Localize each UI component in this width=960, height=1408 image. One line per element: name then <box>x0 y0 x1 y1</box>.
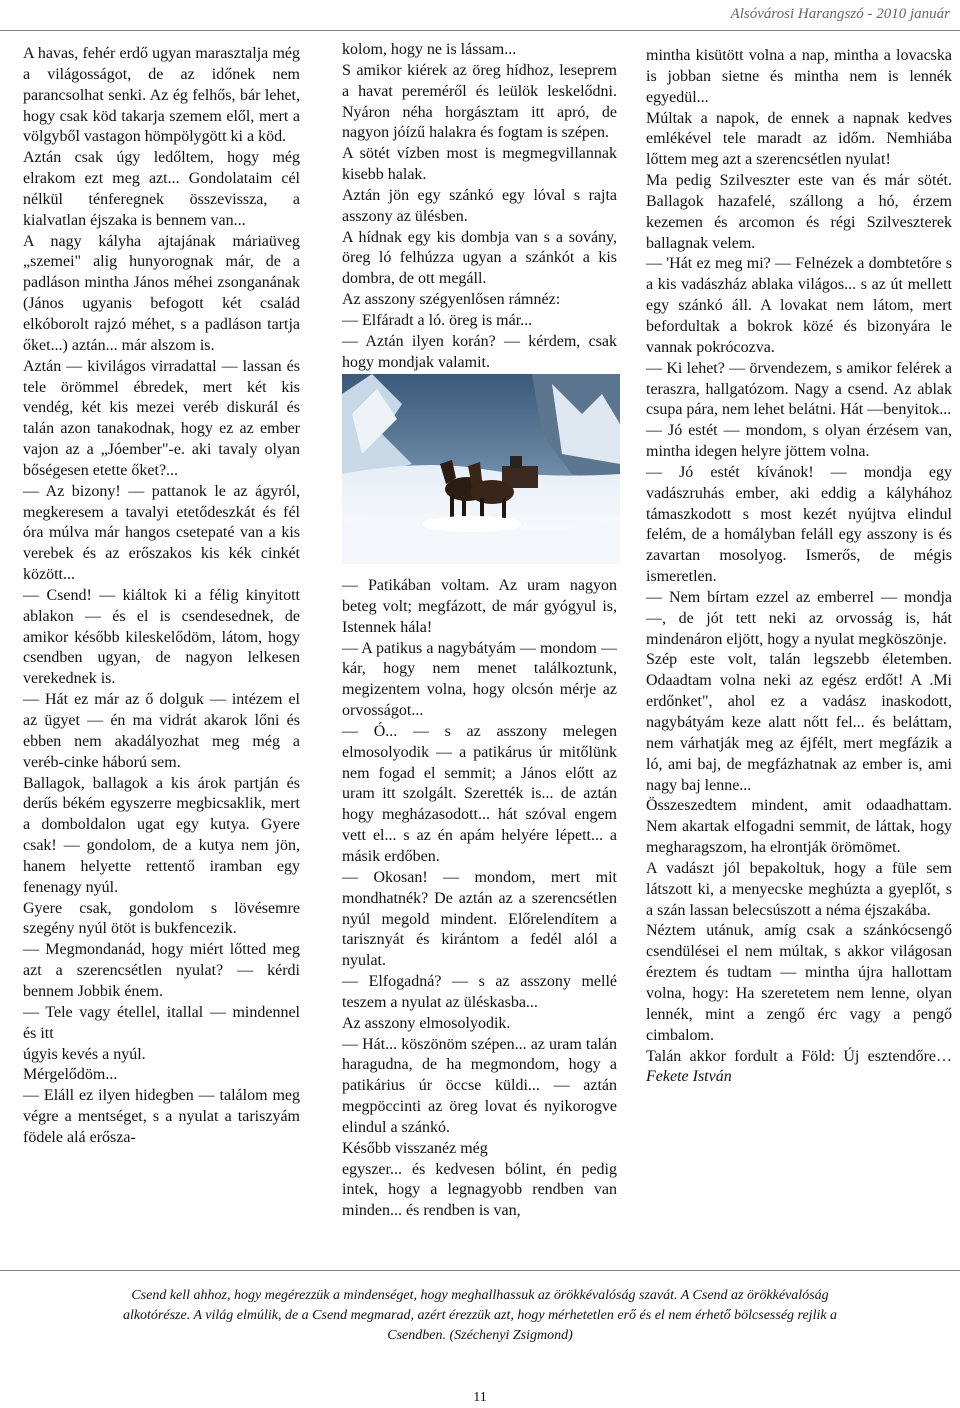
col1-paragraph: Aztán csak úgy ledőltem, hogy még elrakom ezt meg azt... Gondolataim cél nélkül ténferegnek összevissza, a kialvatlan éjszaka is bennem van... <box>23 149 300 229</box>
col1-paragraph: Ballagok, ballagok a kis árok partján és derűs békém egyszerre megbicsaklik, mert a domboldalon ugat egy kutya. Gyere csak! — gondolom, de a kutya nem jön, hanem helyette rettentő iramban egy fenenagy nyúl. <box>23 774 300 896</box>
col1-paragraph: Gyere csak, gondolom s lövésemre szegény nyúl ötöt is bukfencezik. <box>23 899 300 938</box>
col3-paragraph: Szép este volt, talán legszebb életemben. Odaadtam volna neki az egész erdőt! A .Mi erdőnket", ahol ez a vadász inaskodott, nagybátyám keze alatt nőtt fel... és beláttam, nem várhatják meg az éjfélt, mert megfázik a ló, ami baj, de megfázhatnak az ember is, ami nagy baj lenne... <box>646 651 952 794</box>
col2-top-paragraph: — Aztán ilyen korán? — kérdem, csak hogy mondjak valamit. <box>342 332 617 371</box>
col2-bottom-paragraph: — Okosan! — mondom, mert mit mondhatnék? De aztán az a szerencsétlen nyúl megold mindent. Előrelendítem a tarisznyát és kirántom a fedél alól a nyulat. <box>342 868 617 970</box>
col2-bottom-paragraph: Később visszanéz még <box>342 1139 488 1157</box>
running-header: Alsóvárosi Harangszó - 2010 január <box>730 6 950 22</box>
col3-paragraph: — Jó estét — mondom, s olyan érzésem van, mintha idegen helyre jöttem volna. <box>646 422 952 461</box>
col3-paragraph: — 'Hát ez meg mi? — Felnézek a dombtetőre s a kis vadászház ablaka világos... s az út mellett egy szánkó áll. A lovakat nem látom, mert befordultak a bokrok közé és bizonyára le vannak pokrócozva. <box>646 255 952 356</box>
article-column-1 <box>23 44 300 1149</box>
closing-text: Talán akkor fordult a Föld: Új esztendőre… <box>646 1047 952 1065</box>
col1-paragraph: — Csend! — kiáltok ki a félig kinyitott ablakon — és el is csendesednek, de amikor később kileskelődöm, látom, hogy csendben ugyan, de nagyon lelkesen verekednek is. <box>23 586 300 688</box>
col3-paragraph: mintha kisütött volna a nap, mintha a lovacska is jobban sietne és mintha nem is lennék egyedül... <box>646 47 952 106</box>
col3-paragraph: Múltak a napok, de ennek a napnak kedves emlékével tele maradt az időm. Nemhiába lőttem meg azt a szerencsétlen nyulat! <box>646 109 952 169</box>
col2-top-paragraph: Aztán jön egy szánkó egy lóval s rajta asszony az ülésben. <box>342 186 617 225</box>
col2-top-paragraph: A hídnak egy kis dombja van s a sovány, öreg ló felhúzza ugyan a szánkót a kis dombra, de ott megáll. <box>342 228 617 288</box>
col2-bottom-paragraph: — Hát... köszönöm szépen... az uram talán haragudna, de ha megmondom, hogy a patikárius úr öccse küldi... — aztán megpöccinti az öreg lovat és nyikorogve elindul a szánkó. <box>342 1035 617 1136</box>
col1-paragraph: A nagy kályha ajtajának máriaüveg „szemei" alig hunyorognak már, de a padláson mintha János méhei zsonganának (János ugyanis befogott két család elkóborolt rajzó méhet, s a padláson tartja őket...) aztán... már alszom is. <box>23 232 300 354</box>
col2-bottom-paragraph: Az asszony elmosolyodik. <box>342 1014 511 1032</box>
col1-paragraph: A havas, fehér erdő ugyan marasztalja még a világosságot, de az időnek nem parancsolhat senki. Az ég felhős, bár lehet, hogy csak köd takarja szemem elől, mert a völgyből vastagon hömpölygött ki a köd. <box>23 45 300 146</box>
column-2-top-text <box>342 40 617 374</box>
footer-divider <box>0 1270 960 1271</box>
col1-paragraph: Aztán — kivilágos virradattal — lassan és tele örömmel ébredek, mert két kis vendég, két kis mezei veréb diskurál és talán azon tanakodnak, hogy ez az ember vajon az a „Jóember"-e. aki tavaly olyan bőségesen etette őket?... <box>23 357 300 479</box>
col2-bottom-paragraph: — Elfogadná? — s az asszony mellé teszem a nyulat az üléskasba... <box>342 973 617 1011</box>
author-signature: Fekete István <box>646 1068 732 1086</box>
col1-paragraph: — Eláll ez ilyen hidegben — találom meg végre a mentséget, s a nyulat a tariszyám födele alá erősza- <box>23 1087 300 1146</box>
col3-paragraph: — Jó estét kívánok! — mondja egy vadászruhás ember, aki eddig a kályhához támaszkodott s most kezét nyújtva elindul felém, de a homályban feláll egy asszony is és zavartan mosolyog. Ismerős, de mégis ismeretlen. <box>646 463 952 586</box>
col3-paragraph: — Nem bírtam ezzel az emberrel — mondja —, de jót tett neki az orvosság is, hát mindenáron eljött, hogy a nyulat megköszönje. <box>646 588 952 648</box>
col2-top-paragraph: S amikor kiérek az öreg hídhoz, leseprem a havat pereméről és leülök leskelődni. Nyáron néha horgásztam itt apró, de nagyon jóízű halakra és fogtam is szépen. <box>342 61 617 142</box>
article-column-3 <box>646 46 952 1088</box>
col1-paragraph: Mérgelődöm... <box>23 1066 118 1084</box>
header-divider <box>0 30 960 31</box>
col1-paragraph: — Tele vagy étellel, itallal — mindennel és itt <box>23 1003 300 1042</box>
col2-bottom-paragraph: — Patikában voltam. Az uram nagyon beteg volt; megfázott, de már gyógyul is, Istennek hála! <box>342 577 617 636</box>
col1-paragraph: — Az bizony! — pattanok le az ágyról, megkeresem a tavalyi etetődeszkát és fél óra múlva már hangos csetepaté van a kis verebek és az erőszakos kis kék cinkét között... <box>23 482 300 584</box>
closing-line <box>646 1047 952 1089</box>
col2-bottom-paragraph: — Ó... — s az asszony melegen elmosolyodik — a patikárus úr mitőlünk nem fogad el semmit; a János előtt az uram itt szolgált. Szerették is... de aztán hogy megházasodott... hát szóval engem vett el... s az én apám helyére lépett... a másik erdőben. <box>342 722 617 865</box>
page-number: 11 <box>473 1390 487 1405</box>
col3-paragraph: Néztem utánuk, amíg csak a szánkócsengő csendülései el nem múltak, s akkor világosan éreztem és tudtam — mintha újra hallottam volna, hogy: Ha szeretetem nem lenne, olyan lennék, mint a zengő érc vagy a pengő cimbalom. <box>646 922 952 1044</box>
col3-paragraph: Ma pedig Szilveszter este van és már sötét. Ballagok hazafelé, szállong a hó, érzem kezemen és arcomon és régi Szilveszterek ballagnak velem. <box>646 172 952 252</box>
sleigh-illustration <box>342 374 620 564</box>
col2-bottom-paragraph: — A patikus a nagybátyám — mondom — kár, hogy nem menet találkoztunk, megizentem volna, hogy olcsón mérje az orvosságot... <box>342 639 617 720</box>
col3-paragraph: A vadászt jól bepakoltuk, hogy a füle sem látszott ki, a menyecske meghúzta a gyeplőt, s a szán lassan belecsúszott a néma éjszakába. <box>646 859 952 919</box>
article-column-2 <box>342 40 617 1220</box>
col2-top-paragraph: kolom, hogy ne is lássam... <box>342 41 517 58</box>
col1-paragraph: — Hát ez már az ő dolguk — intézem el az ügyet — én ma vidrát akarok lőni és ebben nem akadályozhat meg még a veréb-cinke háború sem. <box>23 691 300 771</box>
col1-paragraph: úgyis kevés a nyúl. <box>23 1045 146 1063</box>
sleigh-photo <box>342 374 620 564</box>
col2-top-paragraph: A sötét vízben most is megmegvillannak kisebb halak. <box>342 145 617 184</box>
col2-top-paragraph: Az asszony szégyenlősen rámnéz: <box>342 291 561 309</box>
footer-quote: Csend kell ahhoz, hogy megérezzük a mindenséget, hogy meghallhassuk az örökkévalóság szavát. A Csend az örökkévalóság alkotórésze. A világ elmúlik, de a Csend megmarad, azért érezzük azt, hogy mérhetetlen erő és el nem érhető bölcsesség rejlik a Csendben. (Széchenyi Zsigmond) <box>122 1288 838 1343</box>
column-2-bottom-text <box>342 576 617 1222</box>
col2-top-paragraph: — Elfáradt a ló. öreg is már... <box>342 311 533 329</box>
col3-paragraph: Összeszedtem mindent, amit odaadhattam. Nem akartak elfogadni semmit, de láttak, hogy megharagszom, ha elrontják örömömet. <box>646 797 952 857</box>
col1-paragraph: — Megmondanád, hogy miért lőtted meg azt a szerencsétlen nyulat? — kérdi bennem Jobbik énem. <box>23 941 300 1000</box>
col2-bottom-paragraph: egyszer... és kedvesen bólint, én pedig intek, hogy a legnagyobb rendben van minden... és rendben is van, <box>342 1160 617 1220</box>
col3-paragraph: — Ki lehet? — örvendezem, s amikor felérek a teraszra, hallgatózom. Nagy a csend. Az ablak csupa pára, nem lehet belátni. Hát —benyitok... <box>646 359 952 419</box>
